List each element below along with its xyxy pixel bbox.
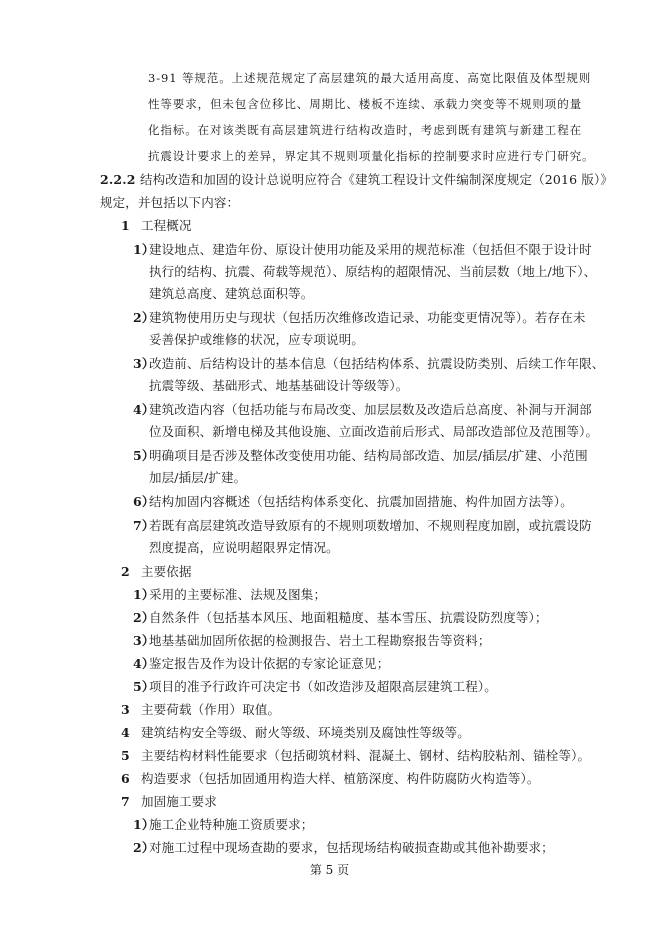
subitem-number: 2）: [133, 610, 155, 625]
subitem-number: 1）: [133, 242, 155, 257]
intro-line: 抗震设计要求上的差异，界定其不规则项量化指标的控制要求时应进行专门研究。: [148, 149, 595, 163]
intro-line: 性等要求，但未包含位移比、周期比、楼板不连续、承载力突变等不规则项的量: [148, 97, 582, 111]
item-number: 5: [121, 748, 130, 763]
subitem-continuation: 建筑总高度、建筑总面积等。: [149, 286, 314, 301]
section-2-2-2-line2: 规定，并包括以下内容：: [100, 195, 240, 210]
item-number: 3: [121, 702, 130, 717]
list-item: [133, 840, 554, 856]
list-item: [133, 356, 604, 372]
subitem-number: 4）: [133, 402, 155, 417]
subitem-text: 自然条件（包括基本风压、地面粗糙度、基本雪压、抗震设防烈度等）；: [149, 610, 548, 625]
item-5: [121, 748, 590, 764]
subitem-number: 2）: [133, 310, 155, 325]
item-title: 加固施工要求: [141, 794, 217, 809]
subitem-number: 2）: [133, 840, 155, 855]
subitem-continuation: 烈度提高，应说明超限界定情况。: [149, 540, 339, 555]
page-number: 第 5 页: [309, 863, 350, 877]
list-item: [133, 518, 592, 534]
subitem-number: 1）: [133, 817, 155, 832]
intro-line: 化指标。在对该类既有高层建筑进行结构改造时，考虑到既有建筑与新建工程在: [148, 123, 582, 137]
subitem-text: 项目的准予行政许可决定书（如改造涉及超限高层建筑工程）。: [149, 679, 497, 694]
subitem-number: 3）: [133, 356, 155, 371]
list-item: [133, 587, 326, 603]
item-title: 工程概况: [141, 218, 192, 233]
section-number: 2.2.2: [100, 172, 136, 187]
subitem-text: 明确项目是否涉及整体改变使用功能、结构局部改造、加层/插层/扩建、小范围: [149, 448, 588, 463]
subitem-number: 5）: [133, 679, 155, 694]
item-6: [121, 771, 540, 787]
item-number: 2: [121, 564, 130, 579]
subitem-continuation: 抗震等级、基础形式、地基基础设计等级等）。: [149, 378, 409, 393]
subitem-text: 改造前、后结构设计的基本信息（包括结构体系、抗震设防类别、后续工作年限、: [149, 356, 605, 371]
item-text: 建筑结构安全等级、耐火等级、环境类别及腐蚀性等级等。: [141, 725, 470, 740]
item-number: 1: [121, 218, 130, 233]
item-1-heading: [121, 218, 192, 234]
section-text: 结构改造和加固的设计总说明应符合《建筑工程设计文件编制深度规定（2016 版）》: [140, 172, 614, 187]
list-item: [133, 817, 313, 833]
subitem-text: 采用的主要标准、法规及图集；: [149, 587, 327, 602]
subitem-number: 3）: [133, 633, 155, 648]
item-text: 主要荷载（作用）取值。: [141, 702, 281, 717]
item-title: 主要依据: [141, 564, 192, 579]
subitem-text: 鉴定报告及作为设计依据的专家论证意见；: [149, 656, 390, 671]
subitem-text: 建筑改造内容（包括功能与布局改变、加层层数及改造后总高度、补洞与开洞部: [149, 402, 592, 417]
subitem-text: 地基基础加固所依据的检测报告、岩土工程勘察报告等资料；: [149, 633, 491, 648]
subitem-text: 结构加固内容概述（包括结构体系变化、抗震加固措施、构件加固方法等）。: [149, 494, 573, 509]
list-item: [133, 610, 548, 626]
item-number: 7: [121, 794, 130, 809]
list-item: [133, 242, 592, 258]
subitem-continuation: 执行的结构、抗震、荷载等规范）、原结构的超限情况、当前层数（地上/地下）、: [149, 264, 597, 279]
subitem-text: 若既有高层建筑改造导致原有的不规则项数增加、不规则程度加剧，或抗震设防: [149, 518, 592, 533]
subitem-number: 6）: [133, 494, 155, 509]
item-2-heading: [121, 564, 192, 580]
list-item: [133, 448, 588, 464]
subitem-text: 建设地点、建造年份、原设计使用功能及采用的规范标准（包括但不限于设计时: [149, 242, 592, 257]
item-text: 主要结构材料性能要求（包括砌筑材料、混凝土、钢材、结构胶粘剂、锚栓等）。: [141, 748, 591, 763]
list-item: [133, 633, 491, 649]
item-text: 构造要求（包括加固通用构造大样、植筋深度、构件防腐防火构造等）。: [141, 771, 540, 786]
list-item: [133, 656, 389, 672]
section-2-2-2-line1: [100, 172, 613, 188]
subitem-number: 5）: [133, 448, 155, 463]
list-item: [133, 494, 573, 510]
subitem-number: 4）: [133, 656, 155, 671]
subitem-text: 建筑物使用历史与现状（包括历次维修改造记录、功能变更情况等）。若存在未: [149, 310, 586, 325]
subitem-continuation: 妥善保护或维修的状况，应专项说明。: [149, 332, 365, 347]
list-item: [133, 310, 586, 326]
item-number: 4: [121, 725, 130, 740]
subitem-continuation: 位及面积、新增电梯及其他设施、立面改造前后形式、局部改造部位及范围等）。: [149, 424, 599, 439]
list-item: [133, 402, 592, 418]
item-number: 6: [121, 771, 130, 786]
item-3: [121, 702, 280, 718]
subitem-text: 施工企业特种施工资质要求；: [149, 817, 314, 832]
list-item: [133, 679, 497, 695]
subitem-number: 1）: [133, 587, 155, 602]
subitem-continuation: 加层/插层/扩建。: [149, 470, 247, 485]
subitem-text: 对施工过程中现场查勘的要求，包括现场结构破损查勘或其他补勘要求；: [149, 840, 554, 855]
item-7-heading: [121, 794, 217, 810]
intro-line: 3-91 等规范。上述规范规定了高层建筑的最大适用高度、高宽比限值及体型规则: [148, 71, 592, 85]
item-4: [121, 725, 470, 741]
subitem-number: 7）: [133, 518, 155, 533]
